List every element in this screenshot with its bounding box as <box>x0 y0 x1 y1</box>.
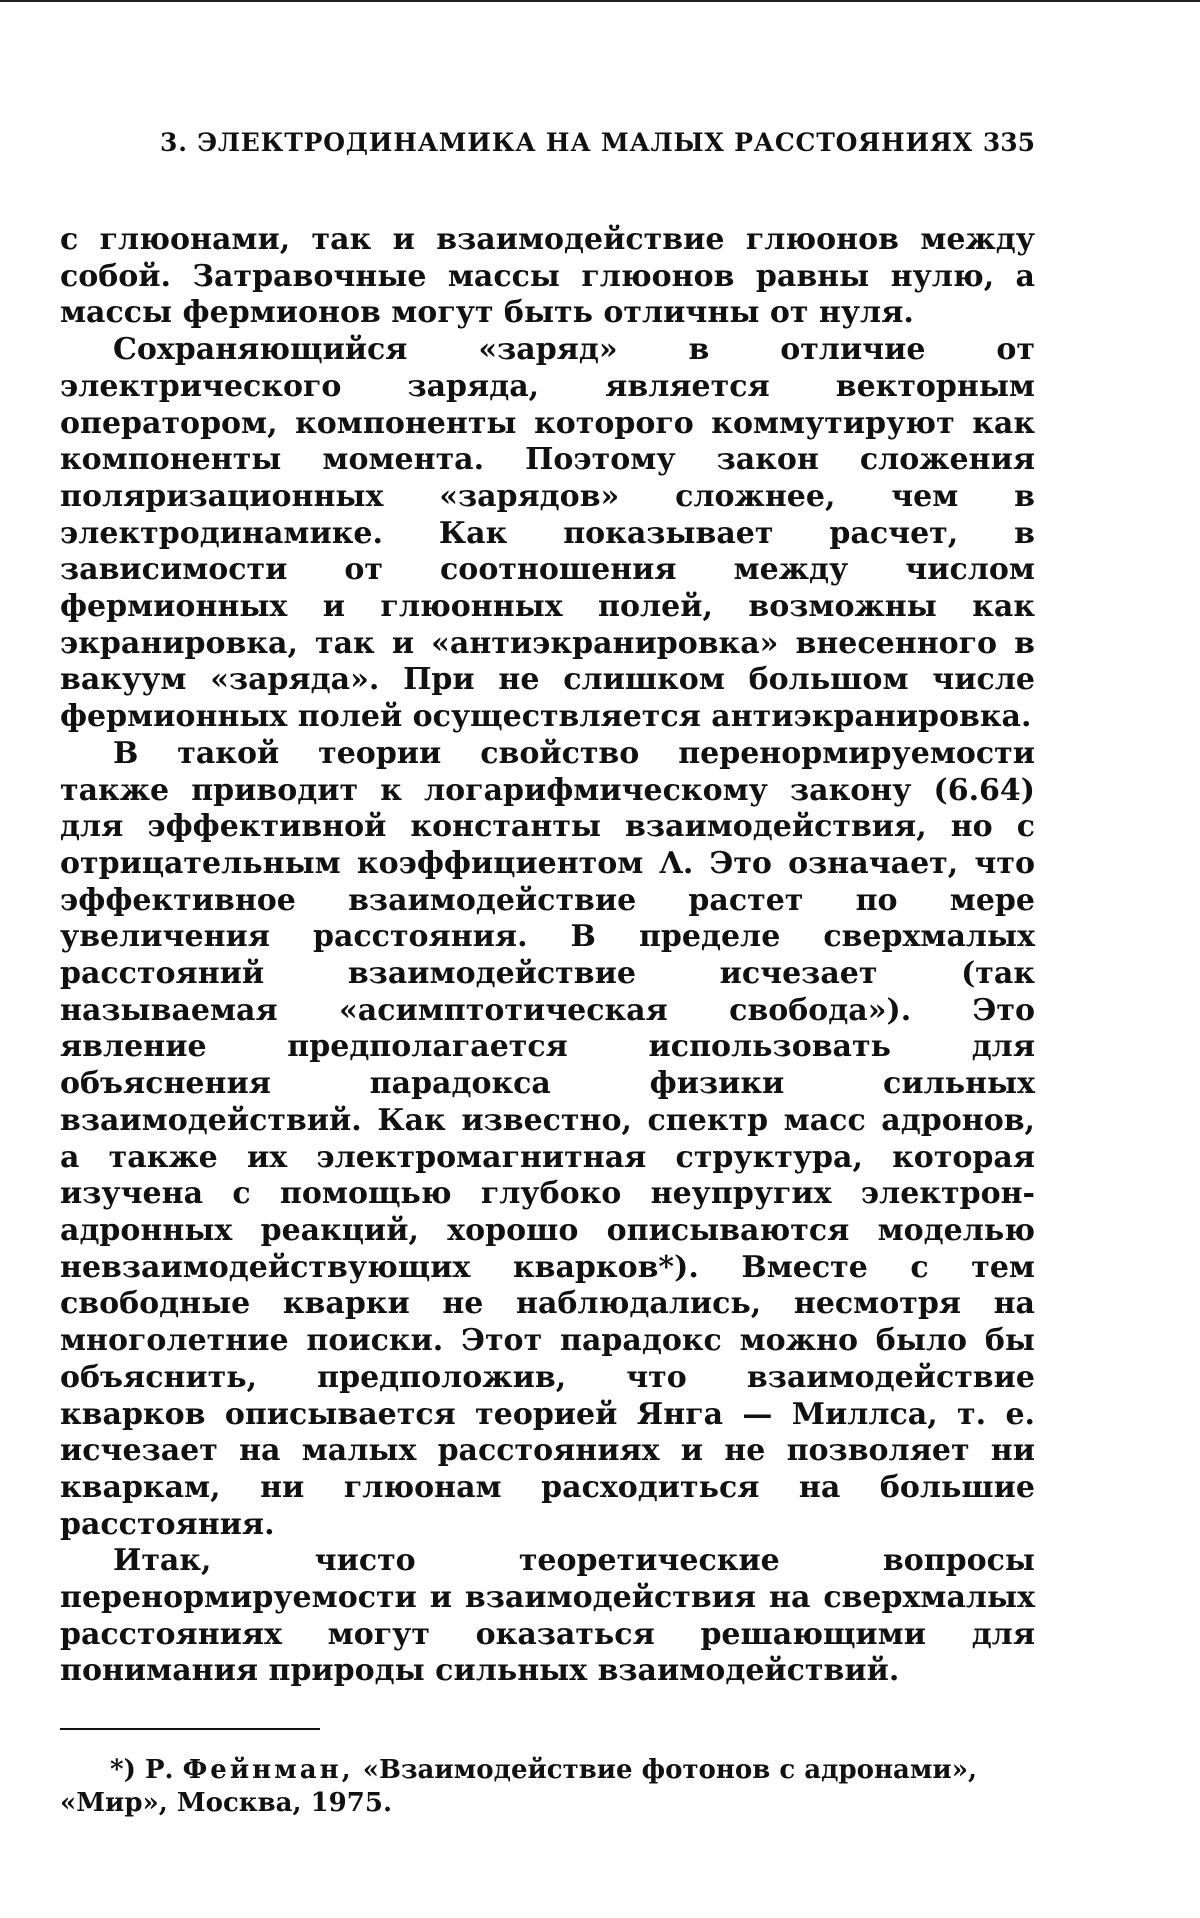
paragraph-continuation: с глюонами, так и взаимодействие глюонов между собой. Затравочные массы глюонов равны нулю, а массы фермионов могут быть отличны от нуля. <box>60 222 1035 331</box>
top-border-rule <box>0 0 1200 2</box>
paragraph-conclusion: Итак, чисто теоретические вопросы перенормируемости и взаимодействия на сверхмалых расстояниях могут оказаться решающими для понимания природы сильных взаимодействий. <box>60 1543 1035 1689</box>
footnote-author: Фейнман, <box>182 1755 354 1786</box>
body-text <box>60 222 1035 1690</box>
book-page <box>60 128 1035 1820</box>
running-head <box>60 128 1035 168</box>
running-title: 3. ЭЛЕКТРОДИНАМИКА НА МАЛЫХ РАССТОЯНИЯХ <box>160 128 973 157</box>
footnote-rule <box>60 1728 320 1730</box>
footnote <box>60 1754 1035 1820</box>
paragraph-conserved-charge: Сохраняющийся «заряд» в отличие от электрического заряда, является векторным оператором, компоненты которого коммутируют как компоненты момента. Поэтому закон сложения поляризационных «зарядов» сложнее, чем в электродинамике. Как показывает расчет, в зависимости от соотношения между числом фермионных и глюонных полей, возможны как экранировка, так и «антиэкранировка» внесенного в вакуум «заряда». При не слишком большом числе фермионных полей осуществляется антиэкранировка. <box>60 332 1035 735</box>
footnote-text: «Взаимодействие фотонов с адронами», «Мир», Москва, 1975. <box>60 1755 978 1819</box>
paragraph-asymptotic-freedom: В такой теории свойство перенормируемости также приводит к логарифмическому закону (6.64) для эффективной константы взаимодействия, но с отрицательным коэффициентом Λ. Это означает, что эффективное взаимодействие растет по мере увеличения расстояния. В пределе сверхмалых расстояний взаимодействие исчезает (так называемая «асимптотическая свобода»). Это явление предполагается использовать для объяснения парадокса физики сильных взаимодействий. Как известно, спектр масс адронов, а также их электромагнитная структура, которая изучена с помощью глубоко неупругих электрон-адронных реакций, хорошо описываются моделью невзаимодействующих кварков*). Вместе с тем свободные кварки не наблюдались, несмотря на многолетние поиски. Этот парадокс можно было бы объяснить, предположив, что взаимодействие кварков описывается теорией Янга — Миллса, т. е. исчезает на малых расстояниях и не позволяет ни кваркам, ни глюонам расходиться на большие расстояния. <box>60 735 1035 1542</box>
page-number: 335 <box>982 128 1035 157</box>
footnote-marker: *) Р. <box>110 1755 174 1786</box>
